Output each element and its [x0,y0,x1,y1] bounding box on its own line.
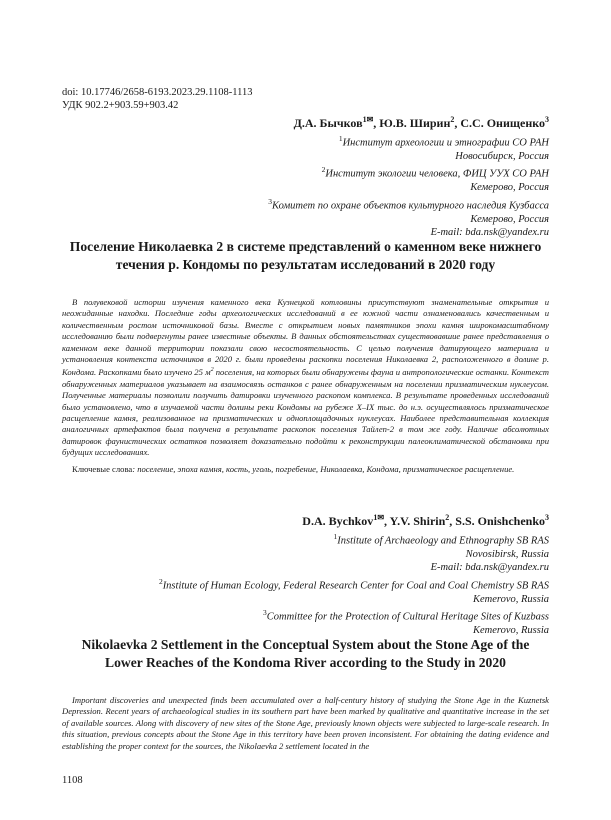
en-author-3: S.S. Onishchenko$^3$ [455,513,549,528]
ru-abstract: В полувековой истории изучения каменного века Кузнецкой котловины присутствуют знаменательные открытия и неожиданные находки. Последние годы археологических исследований в ее южной части ознаменовались качественным и количественным ростом источниковой базы. Вместе с открытием новых памятников эпохи камня широкомасштабному исследованию были подвергнуты ранее известные объекты. В данных обстоятельствах существовавшие ранее представления о каменном веке данной территории показали свою несостоятельность. С целью получения датирующего материала и установления контекста источников в 2020 г. были проведены раскопки поселения Николаевка 2, расположенного в долине р. Кондома. Раскопками было изучено 25 $м^2$ поселения, на которых были обнаружены фауна и антропологические останки. Контекст обнаруженных материалов указывает на взаимосвязь останков с ранее обнаруженным на поселении призматическим нуклеусом. Полученные материалы позволили получить датировки изученного раскопом комплекса. В результате проведенных исследований было установлено, что в изучаемой части долины реки Кондомы на рубеже X–IX тыс. до н.э. осуществлялось призматическое расщепление камня, реализованное на призматических и одноплощадочных нуклеусах. Наиболее представительная коллекция аналогичных артефактов была получена в результате раскопок поселения Тайлеп-2 в том же году. Наличие абсолютных датировок фаунистических остатков позволяет доказательно подойти к реконструкции палеоклиматической обстановки при будущих исследованиях. [62,297,549,458]
ru-affiliation-line: $^1$Институт археологии и этнографии СО РАН [338,134,549,149]
keywords-label: Ключевые слова [72,464,133,474]
en-author-1: D.A. Bychkov$^{1✉}$, [302,513,390,528]
ru-title: Поселение Николаевка 2 в системе представлений о каменном веке нижнего течения р. Кондомы по результатам исследований в 2020 году [69,239,542,272]
ru-author-2: Ю.В. Ширин$^2$, [379,115,461,130]
en-title: Nikolaevka 2 Settlement in the Conceptual System about the Stone Age of the Lower Reaches of the Kondoma River according to the Study in 2020 [81,637,530,670]
article-meta [62,86,252,112]
ru-affiliation-line: $^3$Комитет по охране объектов культурного наследия Кузбасса [268,196,549,212]
ru-authors [294,115,549,131]
en-authors [302,513,549,529]
en-affiliation-line: $^2$Institute of Human Ecology, Federal Research Center for Coal and Coal Chemistry SB RAS [158,576,549,592]
ru-author-3: С.С. Онищенко$^3$ [460,115,549,130]
en-author-2: Y.V. Shirin$^2$, [389,513,456,528]
ru-keywords [62,464,549,475]
en-affiliations [159,530,549,637]
ru-affiliation-line: Новосибирск, Россия [455,150,549,162]
ru-email: E-mail: bda.nsk@yandex.ru [430,226,549,238]
ru-affiliation-line: $^2$Институт экологии человека, ФИЦ УУХ СО РАН [321,165,549,180]
ru-author-1: Д.А. Бычков$^{1✉}$, [293,115,380,130]
ru-affiliations [268,132,549,239]
udk: УДК 902.2+903.59+903.42 [62,100,179,111]
en-affiliation-line: $^1$Institute of Archaeology and Ethnography SB RAS [333,532,549,547]
en-abstract: Important discoveries and unexpected finds been accumulated over a half-century history of studying the Stone Age in the Kuznetsk Depression. Recent years of archaeological studies in its southern part have been marked by qualitative and quantitative increase in the set of available sources. Along with discovery of new sites of the Stone Age, previously known objects were subjected to large-scale research. In this situation, previous concepts about the Stone Age in this territory have been proven inconsistent. For obtaining the dating evidence and establishing the proper context for the sources, the Nikolaevka 2 settlement located in the [62,695,549,751]
en-email: E-mail: bda.nsk@yandex.ru [430,562,549,574]
en-affiliation-line: $^3$Committee for the Protection of Cultural Heritage Sites of Kuzbass [263,608,549,623]
ru-affiliation-line: Кемерово, Россия [470,213,549,225]
ru-affiliation-line: Кемерово, Россия [470,182,549,194]
en-affiliation-line: Novosibirsk, Russia [465,548,549,560]
keywords-text: : поселение, эпоха камня, кость, уголь, погребение, Николаевка, Кондома, призматическое расщепление. [132,464,515,474]
doi: doi: 10.17746/2658-6193.2023.29.1108-1113 [62,87,253,98]
page-number: 1108 [62,775,83,786]
en-affiliation-line: Kemerovo, Russia [472,624,549,636]
en-affiliation-line: Kemerovo, Russia [472,593,549,605]
